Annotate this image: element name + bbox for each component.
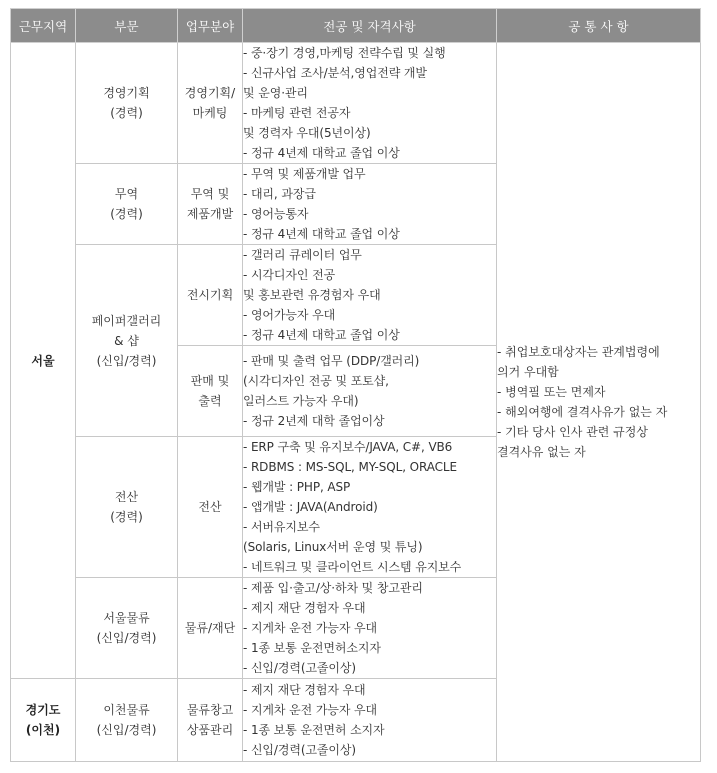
field-label: 마케팅: [192, 106, 228, 120]
field-cell: [178, 43, 243, 164]
requirement-line: - 영어가능자 우대: [243, 308, 336, 322]
requirement-line: 및 홍보관련 유경험자 우대: [243, 288, 381, 302]
common-requirements-cell: [497, 43, 701, 762]
requirement-line: - 마케팅 관련 전공자: [243, 106, 351, 120]
department-cell: [76, 437, 178, 578]
table-row: [11, 43, 701, 164]
requirement-line: - 신규사업 조사/분석,영업전략 개발: [243, 66, 427, 80]
common-line: - 취업보호대상자는 관계법령에: [497, 345, 660, 359]
field-label: 제품개발: [186, 207, 234, 221]
requirements-cell: [243, 245, 497, 346]
requirement-line: - 제지 재단 경험자 우대: [243, 601, 366, 615]
field-label: 물류/재단: [184, 621, 236, 635]
requirement-line: - 1종 보통 운전면허 소지자: [243, 723, 385, 737]
department-label: (경력): [110, 510, 143, 524]
field-label: 물류창고: [186, 703, 234, 717]
department-label: 경영기획: [103, 86, 150, 100]
field-cell: [178, 346, 243, 437]
requirement-line: - 정규 4년제 대학교 졸업 이상: [243, 146, 400, 160]
department-label: 전산: [114, 490, 139, 504]
field-label: 무역 및: [190, 187, 230, 201]
department-label: (신입/경력): [96, 631, 157, 645]
requirement-line: - 지게차 운전 가능자 우대: [243, 703, 378, 717]
field-cell: [178, 679, 243, 762]
common-line: - 해외여행에 결격사유가 없는 자: [497, 405, 668, 419]
requirements-cell: [243, 346, 497, 437]
requirement-line: - 앱개발 : JAVA(Android): [243, 500, 378, 514]
recruitment-table: [10, 8, 701, 762]
common-line: - 병역필 또는 면제자: [497, 385, 606, 399]
requirement-line: (시각디자인 전공 및 포토샵,: [243, 374, 389, 388]
field-cell: [178, 437, 243, 578]
department-cell: [76, 679, 178, 762]
requirement-line: - 무역 및 제품개발 업무: [243, 167, 366, 181]
common-line: 결격사유 없는 자: [497, 445, 586, 459]
requirements-cell: [243, 679, 497, 762]
region-gyeonggi: [11, 679, 76, 762]
field-label: 전산: [198, 500, 222, 514]
requirement-line: - 지게차 운전 가능자 우대: [243, 621, 378, 635]
requirements-cell: [243, 164, 497, 245]
requirement-line: - 정규 4년제 대학교 졸업 이상: [243, 328, 400, 342]
requirement-line: - 중·장기 경영,마케팅 전략수립 및 실행: [243, 46, 446, 60]
header-row: [11, 9, 701, 43]
requirement-line: 및 경력자 우대(5년이상): [243, 126, 371, 140]
requirement-line: - ERP 구축 및 유지보수/JAVA, C#, VB6: [243, 440, 453, 454]
department-cell: [76, 578, 178, 679]
requirement-line: - 네트워크 및 클라이언트 시스템 유지보수: [243, 560, 462, 574]
department-label: 서울물류: [103, 611, 150, 625]
department-label: & 샵: [114, 333, 139, 348]
region-label: (이천): [25, 723, 61, 737]
requirement-line: - 정규 4년제 대학교 졸업 이상: [243, 227, 400, 241]
department-label: (신입/경력): [96, 353, 157, 368]
common-line: - 기타 당사 인사 관련 규정상: [497, 425, 648, 439]
requirement-line: - RDBMS : MS-SQL, MY-SQL, ORACLE: [243, 460, 457, 474]
field-label: 전시기획: [186, 288, 234, 302]
header-requirements: 전공 및 자격사항: [243, 9, 497, 43]
department-label: (신입/경력): [96, 723, 157, 737]
department-label: (경력): [110, 106, 143, 120]
department-cell: [76, 245, 178, 437]
header-department: 부문: [76, 9, 178, 43]
department-label: 무역: [114, 187, 139, 201]
requirement-line: - 신입/경력(고졸이상): [243, 661, 356, 675]
requirements-cell: [243, 437, 497, 578]
requirements-cell: [243, 43, 497, 164]
header-field: 업무분야: [178, 9, 243, 43]
requirement-line: - 제품 입·출고/상·하차 및 창고관리: [243, 581, 423, 595]
field-label: 출력: [198, 394, 222, 408]
common-line: 의거 우대함: [497, 365, 559, 379]
header-common: 공 통 사 항: [497, 9, 701, 43]
field-cell: [178, 164, 243, 245]
requirements-cell: [243, 578, 497, 679]
requirement-line: - 영어능통자: [243, 207, 309, 221]
requirement-line: (Solaris, Linux서버 운영 및 튜닝): [243, 540, 423, 554]
department-label: 이천물류: [103, 703, 150, 717]
field-cell: [178, 245, 243, 346]
department-cell: [76, 164, 178, 245]
header-region: 근무지역: [11, 9, 76, 43]
requirement-line: - 대리, 과장급: [243, 187, 316, 201]
region-label: 경기도: [25, 703, 61, 717]
field-cell: [178, 578, 243, 679]
department-label: (경력): [110, 207, 143, 221]
requirement-line: - 서버유지보수: [243, 520, 320, 534]
requirement-line: - 신입/경력(고졸이상): [243, 743, 356, 757]
requirement-line: - 웹개발 : PHP, ASP: [243, 480, 351, 494]
requirement-line: - 정규 2년제 대학 졸업이상: [243, 414, 385, 428]
field-label: 경영기획/: [184, 86, 236, 100]
requirement-line: - 판매 및 출력 업무 (DDP/갤러리): [243, 354, 420, 368]
department-label: 페이퍼갤러리: [91, 313, 162, 328]
requirement-line: 일러스트 가능자 우대): [243, 394, 359, 408]
region-seoul: 서울: [11, 43, 76, 679]
department-cell: [76, 43, 178, 164]
field-label: 상품관리: [186, 723, 234, 737]
requirement-line: - 1종 보통 운전면허소지자: [243, 641, 381, 655]
requirement-line: - 갤러리 큐레이터 업무: [243, 248, 362, 262]
requirement-line: - 제지 재단 경험자 우대: [243, 683, 366, 697]
requirement-line: 및 운영·관리: [243, 86, 308, 100]
field-label: 판매 및: [190, 374, 230, 388]
requirement-line: - 시각디자인 전공: [243, 268, 336, 282]
